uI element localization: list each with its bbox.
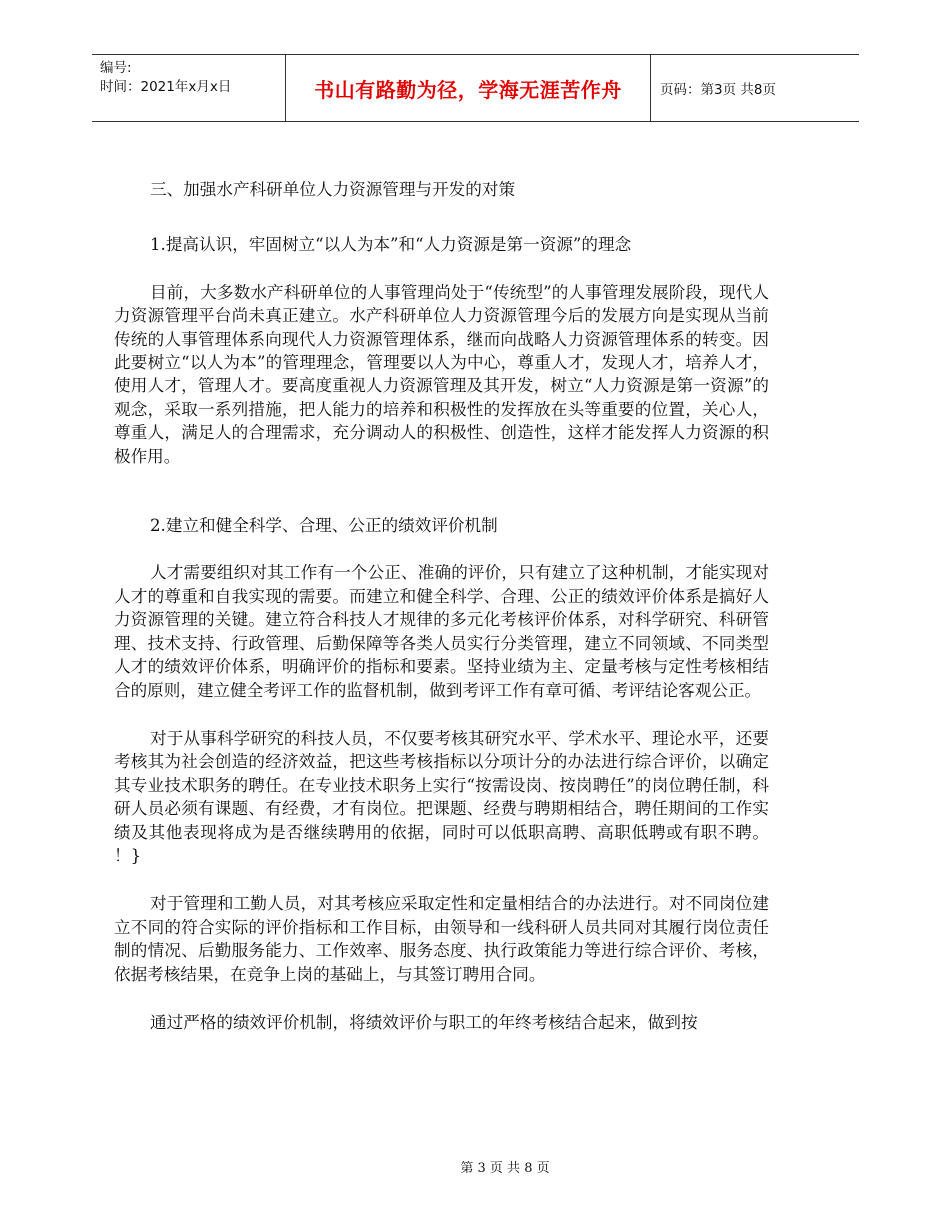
paragraph-5: 通过严格的绩效评价机制，将绩效评价与职工的年终考核结合起来，做到按: [150, 1012, 698, 1032]
subsection-heading-1: 1.提高认识，牢固树立“以人为本”和“人力资源是第一资源”的理念: [150, 235, 632, 255]
page-footer: 第 3 页 共 8 页: [460, 1161, 550, 1176]
document-number-label: 编号:: [100, 60, 132, 76]
paragraph-3: 对于从事科学研究的科技人员，不仅要考核其研究水平、学术水平、理论水平，还要考核其为社会创造的经济效益，把这些考核指标以分项计分的办法进行综合评价，以确定其专业技术职务的聘任。在专业技术职务上实行“按需设岗、按岗聘任”的岗位聘任制，科研人员必须有课题、有经费，才有岗位。把课题、经费与聘期相结合，聘任期间的工作实绩及其他表现将成为是否继续聘用的依据，同时可以低职高聘、高职低聘或有职不聘。 ！}: [114, 728, 769, 865]
subsection-heading-2: 2.建立和健全科学、合理、公正的绩效评价机制: [150, 516, 498, 536]
header-motto: 书山有路勤为径，学海无涯苦作舟: [285, 55, 651, 121]
header-page-info: 页码：第3页 共8页: [660, 82, 776, 98]
section-heading: 三、加强水产科研单位人力资源管理与开发的对策: [150, 180, 516, 199]
paragraph-4: 对于管理和工勤人员，对其考核应采取定性和定量相结合的办法进行。对不同岗位建立不同的符合实际的评价指标和工作目标，由领导和一线科研人员共同对其履行岗位责任制的情况、后勤服务能力、工作效率、服务态度、执行政策能力等进行综合评价、考核，依据考核结果，在竞争上岗的基础上，与其签订聘用合同。: [114, 894, 769, 984]
document-body: [114, 178, 769, 1034]
document-time-label: 时间：2021年x月x日: [100, 79, 232, 95]
paragraph-1: 目前，大多数水产科研单位的人事管理尚处于“传统型”的人事管理发展阶段，现代人力资源管理平台尚未真正建立。水产科研单位人力资源管理今后的发展方向是实现从当前传统的人事管理体系向现代人力资源管理体系，继而向战略人力资源管理体系的转变。因此要树立“以人为本”的管理理念，管理要以人为中心，尊重人才，发现人才，培养人才，使用人才，管理人才。要高度重视人力资源管理及其开发，树立“人力资源是第一资源”的观念，采取一系列措施，把人能力的培养和积极性的发挥放在头等重要的位置，关心人，尊重人，满足人的合理需求，充分调动人的积极性、创造性，这样才能发挥人力资源的积极作用。: [114, 282, 769, 466]
paragraph-2: 人才需要组织对其工作有一个公正、准确的评价，只有建立了这种机制，才能实现对人才的尊重和自我实现的需要。而建立和健全科学、合理、公正的绩效评价体系是搞好人力资源管理的关键。建立符合科技人才规律的多元化考核评价体系，对科学研究、科研管理、技术支持、行政管理、后勤保障等各类人员实行分类管理，建立不同领域、不同类型人才的绩效评价体系，明确评价的指标和要素。坚持业绩为主、定量考核与定性考核相结合的原则，建立健全考评工作的监督机制，做到考评工作有章可循、考评结论客观公正。: [114, 563, 769, 700]
header-meta: [100, 59, 231, 97]
page-header: [92, 54, 859, 122]
